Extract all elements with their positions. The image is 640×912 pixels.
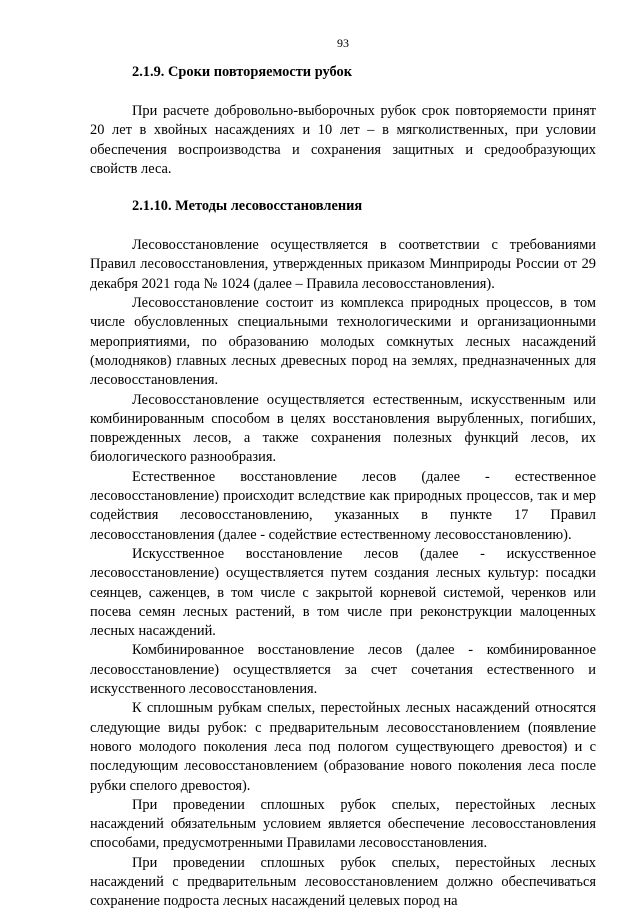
section-heading-2-1-9: 2.1.9. Сроки повторяемости рубок xyxy=(132,64,353,80)
paragraph: К сплошным рубкам спелых, перестойных лесных насаждений относятся следующие виды рубок: с предварительным лесовосстановлением (появление нового молодого поколения леса под пологом существующего древостоя) и с последующим лесовосстановлением (образование нового поколения леса после рубки спелого древостоя). xyxy=(90,700,596,794)
paragraph: При проведении сплошных рубок спелых, перестойных лесных насаждений с предварительным лесовосстановлением должно обеспечиваться сохранение подроста лесных насаждений целевых пород на xyxy=(90,854,596,910)
paragraph: Искусственное восстановление лесов (далее - искусственное лесовосстановление) осуществляется путем создания лесных культур: посадки сеянцев, саженцев, в том числе с закрытой корневой системой, черенков или посева семян лесных растений, в том числе при реконструкции малоценных лесных насаждений. xyxy=(90,545,596,640)
paragraph: При расчете добровольно-выборочных рубок срок повторяемости принят 20 лет в хвойных насаждениях и 10 лет – в мягколиственных, при условии обеспечения воспроизводства и сохранения защитных и средообразующих свойств леса. xyxy=(90,103,596,177)
paragraph: Лесовосстановление осуществляется естественным, искусственным или комбинированным способом в целях восстановления вырубленных, погибших, поврежденных лесов, а также сохранения полезных функций лесов, их биологического разнообразия. xyxy=(90,391,596,466)
paragraph: При проведении сплошных рубок спелых, перестойных лесных насаждений обязательным условием является обеспечение лесовосстановления способами, предусмотренными Правилами лесовосстановления. xyxy=(90,796,596,852)
paragraph: Комбинированное восстановление лесов (далее - комбинированное лесовосстановление) осуществляется за счет сочетания естественного и искусственного лесовосстановления. xyxy=(90,642,596,698)
section-heading-2-1-10: 2.1.10. Методы лесовосстановления xyxy=(132,198,363,215)
spacer xyxy=(90,82,596,102)
spacer xyxy=(90,216,596,236)
paragraph: Естественное восстановление лесов (далее - естественное лесовосстановление) происходит вследствие как природных процессов, так и мер содействия лесовосстановлению, указанных в пункте 17 Правил лесовосстановления (далее - содействие естественному лесовосстановлению). xyxy=(90,468,596,543)
spacer xyxy=(90,179,596,197)
paragraph: Лесовосстановление осуществляется в соответствии с требованиями Правил лесовосстановления, утвержденных приказом Минприроды России от 29 декабря 2021 года № 1024 (далее – Правила лесовосстановления). xyxy=(90,237,596,292)
page-number: 93 xyxy=(337,36,349,50)
document-page xyxy=(90,36,596,912)
paragraph: Лесовосстановление состоит из комплекса природных процессов, в том числе обусловленных специальными технологическими и организационными мероприятиями, по образованию молодых сомкнутых лесных насаждений (молодняков) главных лесных древесных пород на землях, предназначенных для лесовосстановления. xyxy=(90,295,596,389)
